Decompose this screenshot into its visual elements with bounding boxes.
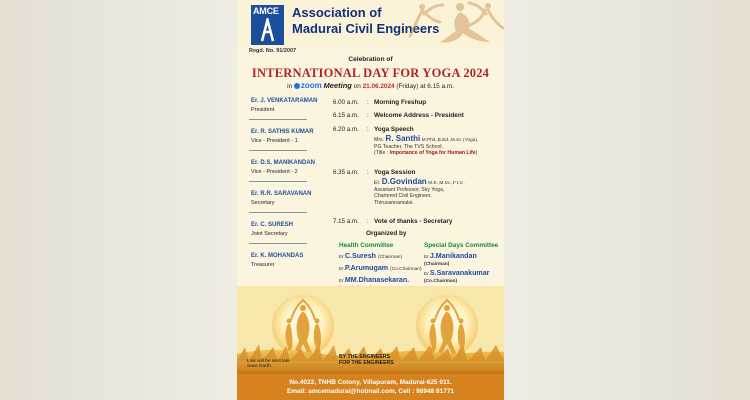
schedule-colon: : bbox=[367, 126, 369, 133]
event-title: INTERNATIONAL DAY FOR YOGA 2024 bbox=[251, 66, 490, 80]
engineering-a-icon bbox=[260, 18, 275, 42]
schedule-title: Yoga Speech bbox=[374, 126, 414, 133]
amce-logo-icon bbox=[251, 5, 284, 45]
officer-divider bbox=[249, 119, 307, 120]
schedule-colon: : bbox=[367, 99, 369, 106]
member-prefix: Er. bbox=[339, 267, 345, 272]
meeting-word: Meeting bbox=[323, 81, 352, 90]
officer-name: Er. D.S. MANIKANDAN bbox=[251, 160, 316, 166]
speaker-qualification: M.Phil.,B.Ed.,M.Sc (Yoga), bbox=[421, 138, 479, 143]
committee-member bbox=[339, 253, 434, 261]
link-note-line-2: Save Earth bbox=[247, 364, 271, 369]
footer-address: No.4022, TNHB Colony, Villapuram, Madurai-625 011. bbox=[289, 379, 452, 386]
schedule-title: Welcome Address - President bbox=[374, 112, 464, 119]
schedule-title: Morning Freshup bbox=[374, 99, 427, 106]
officer-name: Er. K. MOHANDAS bbox=[251, 253, 304, 259]
organized-by-label: Organized by bbox=[366, 230, 407, 237]
yoga-event-poster bbox=[237, 0, 504, 400]
link-note bbox=[247, 359, 290, 369]
schedule-title: Vote of thanks - Secretary bbox=[374, 218, 453, 225]
engineers-tagline bbox=[339, 355, 394, 366]
officer-role: Vice - President - 2 bbox=[251, 169, 298, 175]
officer-name: Er. J. VENKATARAMAN bbox=[251, 98, 318, 104]
engineers-tagline-line-1: BY THE ENGINEERS bbox=[339, 354, 390, 360]
officer-divider bbox=[249, 150, 307, 151]
officer-divider bbox=[249, 212, 307, 213]
link-note-line-1: Link will be sent late bbox=[247, 359, 290, 364]
zoom-camera-icon bbox=[294, 83, 300, 89]
schedule-time: 6.00 a.m. bbox=[333, 99, 359, 106]
speaker-detail: PG Teacher, The TVS School. bbox=[374, 144, 443, 151]
officer-item bbox=[251, 253, 329, 284]
officer-role: Secretary bbox=[251, 200, 275, 206]
engineers-tagline-line-2: FOR THE ENGINEERS bbox=[339, 359, 394, 366]
member-role: (Co.Chairman) bbox=[390, 267, 422, 272]
officer-list bbox=[251, 98, 329, 284]
member-prefix: Er. bbox=[424, 272, 430, 277]
schedule-time: 6.20 a.m. bbox=[333, 126, 359, 133]
member-name: J.Manikandan bbox=[429, 252, 477, 260]
member-prefix: Er. bbox=[339, 255, 345, 260]
member-name: P.Arumugam bbox=[344, 264, 389, 272]
logo-text: AMCE bbox=[253, 6, 279, 16]
speaker-name: D.Govindan bbox=[381, 177, 427, 186]
officer-role: President bbox=[251, 107, 275, 113]
officer-name: Er. C. SURESH bbox=[251, 222, 294, 228]
member-name: S.Saravanakumar bbox=[429, 269, 490, 277]
officer-role: Vice - President - 1 bbox=[251, 138, 298, 144]
officer-name: Er. R. SATHIS KUMAR bbox=[251, 129, 314, 135]
schedule-time: 7.15 a.m. bbox=[333, 218, 359, 225]
officer-name: Er. R.R. SARAVANAN bbox=[251, 191, 312, 197]
schedule-colon: : bbox=[367, 112, 369, 119]
association-name-line-2: Madurai Civil Engineers bbox=[292, 21, 440, 36]
meeting-on-text: on bbox=[353, 83, 361, 90]
celebration-label: Celebration of bbox=[348, 56, 393, 63]
speaker-detail-1: Assistant Professor, Sky Yoga, bbox=[374, 187, 445, 194]
association-name-line-1: Association of bbox=[292, 5, 382, 20]
talk-title-suffix: ) bbox=[475, 150, 478, 157]
speaker-prefix: Er. bbox=[374, 180, 381, 186]
committee-member bbox=[339, 265, 434, 273]
member-name: MM.Dhanasekaran. bbox=[344, 276, 410, 284]
schedule-time: 6.15 a.m. bbox=[333, 112, 359, 119]
schedule-colon: : bbox=[367, 169, 369, 176]
schedule-colon: : bbox=[367, 218, 369, 225]
speaker-detail-3: Thiruvannamalai. bbox=[374, 199, 414, 206]
speaker-prefix: Mrs. bbox=[374, 137, 385, 143]
officer-role: Joint Secretary bbox=[251, 231, 288, 237]
officer-item bbox=[251, 98, 329, 129]
member-role: (Chairman) bbox=[424, 262, 450, 267]
officer-divider bbox=[249, 243, 307, 244]
talk-title-prefix: (Title : bbox=[374, 150, 390, 157]
left-background bbox=[0, 0, 237, 400]
committee-member bbox=[424, 270, 504, 285]
right-background bbox=[504, 0, 750, 400]
officer-role: Treasurer bbox=[251, 262, 275, 268]
speaker-name: R. Santhi bbox=[385, 134, 421, 143]
officer-item bbox=[251, 191, 329, 222]
meeting-in-text: in bbox=[287, 83, 293, 90]
schedule-time: 6.35 a.m. bbox=[333, 169, 359, 176]
footer-email-phone: Email: amcemadurai@hotmail.com, Cell : 98948 81771 bbox=[286, 388, 455, 395]
member-role: (Chairman) bbox=[378, 255, 403, 260]
event-day-time: (Friday) at 6.15 a.m. bbox=[396, 83, 454, 90]
talk-title: Importance of Yoga for Human Life bbox=[389, 150, 476, 157]
officer-divider bbox=[249, 181, 307, 182]
special-days-committee-title: Special Days Committee bbox=[424, 242, 499, 249]
special-days-committee bbox=[424, 242, 504, 285]
health-committee-title: Health Committee bbox=[339, 242, 394, 249]
footer-contact bbox=[237, 374, 504, 400]
member-prefix: Er. bbox=[339, 279, 345, 284]
member-name: C.Suresh bbox=[344, 252, 377, 260]
registration-number: Regd. No. 91/2007 bbox=[249, 48, 297, 54]
health-committee bbox=[339, 242, 434, 292]
meeting-line bbox=[237, 81, 504, 90]
speaker-details bbox=[374, 136, 504, 157]
header-yoga-silhouette-icon bbox=[406, 0, 504, 46]
officer-item bbox=[251, 160, 329, 191]
officer-item bbox=[251, 222, 329, 253]
member-role: (Co.Chairman) bbox=[424, 279, 458, 284]
committee-member bbox=[424, 253, 504, 268]
speaker-qualification: M.E.,M.Sc.,F.I.V., bbox=[428, 181, 465, 186]
event-date: 21.06.2024 bbox=[362, 83, 395, 90]
speaker-details bbox=[374, 179, 504, 206]
schedule-title: Yoga Session bbox=[374, 169, 416, 176]
speaker-detail-2: Chartered Civil Engineer, bbox=[374, 193, 432, 200]
officer-item bbox=[251, 129, 329, 160]
zoom-logo: zoom bbox=[300, 81, 322, 90]
member-prefix: Er. bbox=[424, 255, 430, 260]
